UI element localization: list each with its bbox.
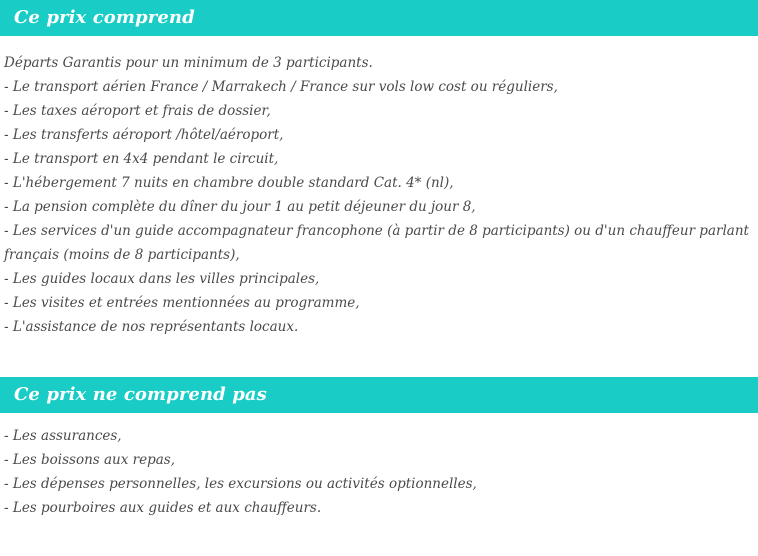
list-item: - Les assurances, [4,428,122,444]
list-item: - Les taxes aéroport et frais de dossier, [4,103,271,119]
section-header-price-excludes [0,377,758,413]
section-title: Ce prix comprend [14,7,195,28]
list-item: - Le transport aérien France / Marrakech / France sur vols low cost ou réguliers, [4,79,558,95]
section-price-excludes [0,377,758,520]
spacer [0,520,758,528]
list-item: - Les boissons aux repas, [4,452,176,468]
section-body-price-excludes [0,424,758,520]
list-item: - L'hébergement 7 nuits en chambre double standard Cat. 4* (nl), [4,175,454,191]
list-item: - Les guides locaux dans les villes principales, [4,271,320,287]
list-item: - Les services d'un guide accompagnateur francophone (à partir de 8 participants) ou d'un chauffeur parlant français (moins de 8 participants), [4,223,749,263]
list-item: - L'assistance de nos représentants locaux. [4,319,299,335]
section-title: Ce prix ne comprend pas [14,384,267,405]
intro-text: Départs Garantis pour un minimum de 3 participants. [4,55,373,71]
section-gap [0,339,758,377]
section-header-price-includes [0,0,758,36]
list-item: - Les visites et entrées mentionnées au programme, [4,295,360,311]
list-item: - Le transport en 4x4 pendant le circuit, [4,151,279,167]
list-item: - Les dépenses personnelles, les excursions ou activités optionnelles, [4,476,477,492]
list-item: - Les pourboires aux guides et aux chauffeurs. [4,500,322,516]
spacer [0,413,758,424]
list-item: - Les transferts aéroport /hôtel/aéroport, [4,127,284,143]
section-body-price-includes [0,51,758,339]
list-item: - La pension complète du dîner du jour 1 au petit déjeuner du jour 8, [4,199,476,215]
spacer [0,36,758,51]
